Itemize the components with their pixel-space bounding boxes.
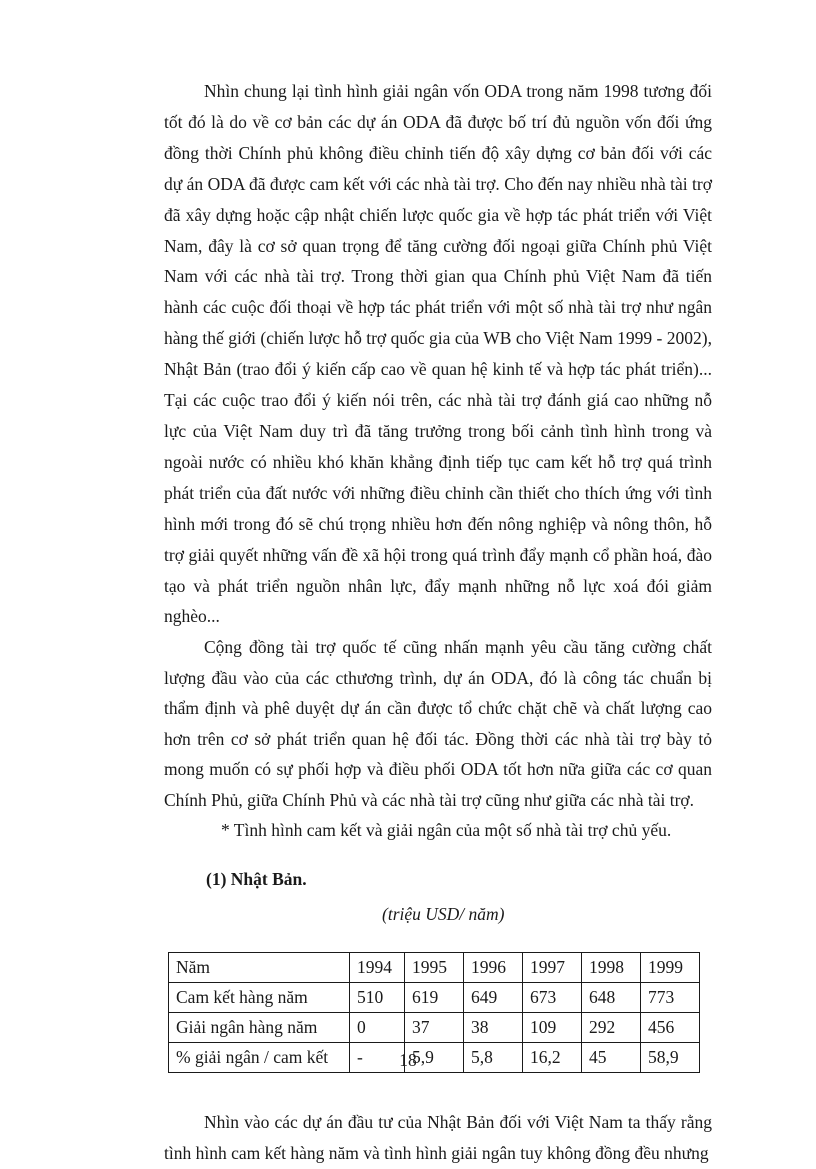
table-cell: 109 — [523, 1013, 582, 1043]
table-cell: 456 — [641, 1013, 700, 1043]
table-row — [169, 1013, 700, 1043]
table-cell: 619 — [405, 983, 464, 1013]
table-cell: 673 — [523, 983, 582, 1013]
table-header-year: 1999 — [641, 953, 700, 983]
table-cell: 37 — [405, 1013, 464, 1043]
table-row-label: % giải ngân / cam kết — [169, 1043, 350, 1073]
table-header-year: 1998 — [582, 953, 641, 983]
table-cell: 648 — [582, 983, 641, 1013]
page-content — [164, 76, 712, 1169]
table-cell: 292 — [582, 1013, 641, 1043]
table-cell: 773 — [641, 983, 700, 1013]
table-header-label: Năm — [169, 953, 350, 983]
table-cell: 5,9 — [405, 1043, 464, 1073]
paragraph-donor-community: Cộng đồng tài trợ quốc tế cũng nhấn mạnh yêu cầu tăng cường chất lượng đầu vào của các cthương trình, dự án ODA, đó là công tác chuẩn bị thẩm định và phê duyệt dự án cần được tổ chức chặt chẽ và chất lượng cao hơn trên cơ sở phát triển quan hệ đối tác. Đồng thời các nhà tài trợ bày tỏ mong muốn có sự phối hợp và điều phối ODA tốt hơn nữa giữa các cơ quan Chính Phủ, giữa Chính Phủ và các nhà tài trợ cũng như giữa các nhà tài trợ. — [164, 637, 712, 810]
note-commitment-disbursement: * Tình hình cam kết và giải ngân của một số nhà tài trợ chủ yếu. — [221, 820, 672, 841]
table-cell: 649 — [464, 983, 523, 1013]
section-heading-japan: (1) Nhật Bản. — [206, 869, 307, 890]
table-header-row — [169, 953, 700, 983]
table-cell: 16,2 — [523, 1043, 582, 1073]
table-cell: 58,9 — [641, 1043, 700, 1073]
table-unit-caption: (triệu USD/ năm) — [382, 904, 505, 925]
paragraph-oda-disbursement: Nhìn chung lại tình hình giải ngân vốn ODA trong năm 1998 tương đối tốt đó là do về cơ bản các dự án ODA đã được bố trí đủ nguồn vốn đối ứng đồng thời Chính phủ không điều chỉnh tiến độ xây dựng cơ bản đối với các dự án ODA đã được cam kết với các nhà tài trợ. Cho đến nay nhiều nhà tài trợ đã xây dựng hoặc cập nhật chiến lược quốc gia về hợp tác phát triển với Việt Nam, đây là cơ sở quan trọng để tăng cường đối ngoại giữa Chính phủ Việt Nam với các nhà tài trợ. Trong thời gian qua Chính phủ Việt Nam đã tiến hành các cuộc đối thoại về hợp tác phát triển với một số nhà tài trợ như ngân hàng thế giới (chiến lược hỗ trợ quốc gia của WB cho Việt Nam 1999 - 2002), Nhật Bản (trao đổi ý kiến cấp cao về quan hệ kinh tế và hợp tác phát triển)... Tại các cuộc trao đổi ý kiến nói trên, các nhà tài trợ đánh giá cao những nỗ lực của Việt Nam duy trì đã tăng trưởng trong bối cảnh tình hình trong và ngoài nước có nhiều khó khăn khẳng định tiếp tục cam kết hỗ trợ quá trình phát triển của đất nước với những điều chỉnh cần thiết cho thích ứng với tình hình mới trong đó sẽ chú trọng nhiều hơn đến nông nghiệp và nông thôn, hỗ trợ giải quyết những vấn đề xã hội trong quá trình đẩy mạnh cổ phần hoá, đào tạo và phát triển nguồn nhân lực, đẩy mạnh những nỗ lực xoá đói giảm nghèo... — [164, 81, 712, 627]
page-number: 18 — [399, 1050, 417, 1070]
table-cell: - — [350, 1043, 405, 1073]
table-cell: 510 — [350, 983, 405, 1013]
table-cell: 5,8 — [464, 1043, 523, 1073]
paragraph-japan-investment: Nhìn vào các dự án đầu tư của Nhật Bản đối với Việt Nam ta thấy rằng tình hình cam kết hàng năm và tình hình giải ngân tuy không đồng đều nhưng — [164, 1112, 712, 1163]
table-row — [169, 983, 700, 1013]
table-cell: 0 — [350, 1013, 405, 1043]
table-row-label: Giải ngân hàng năm — [169, 1013, 350, 1043]
table-cell: 38 — [464, 1013, 523, 1043]
table-row-label: Cam kết hàng năm — [169, 983, 350, 1013]
table-header-year: 1997 — [523, 953, 582, 983]
table-cell: 45 — [582, 1043, 641, 1073]
table-header-year: 1994 — [350, 953, 405, 983]
table-header-year: 1995 — [405, 953, 464, 983]
table-header-year: 1996 — [464, 953, 523, 983]
